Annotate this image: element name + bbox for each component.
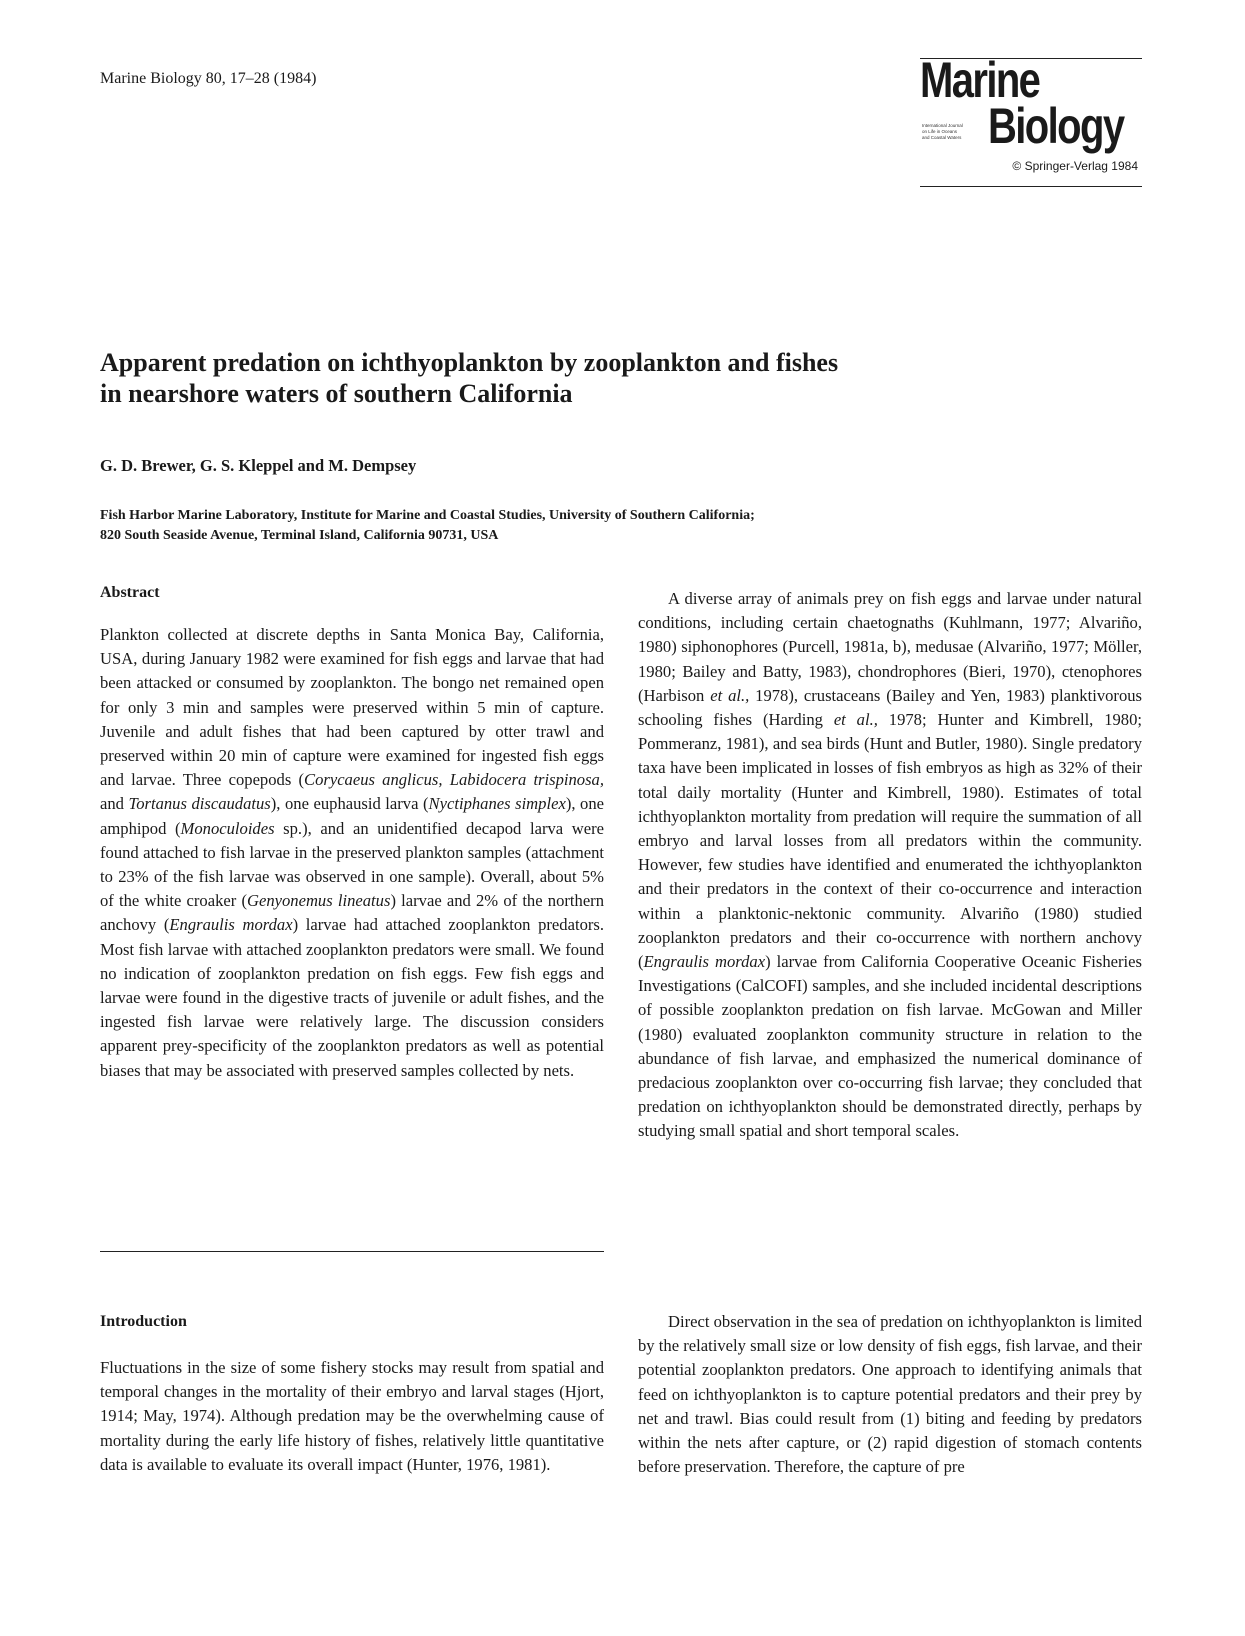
abstract-text: Plankton collected at discrete depths in Santa Monica Bay, California, USA, during January 1982 were examined for fish eggs and larvae that had been attacked or consumed by zooplankton. The bongo net remained open for only 3 min and samples were preserved within 5 min of capture. Juvenile and adult fishes that had been captured by otter trawl and preserved within 20 min of capture were examined for ingested fish eggs and larvae. Three copepods (Corycaeus anglicus, Labidocera trispinosa, and Tortanus discaudatus), one euphausid larva (Nyctiphanes simplex), one amphipod (Monoculoides sp.), and an unidentified decapod larva were found attached to fish larvae in the preserved plankton samples (attachment to 23% of the fish larvae was observed in one sample). Overall, about 5% of the white croaker (Genyonemus lineatus) larvae and 2% of the northern anchovy (Engraulis mordax) larvae had attached zooplankton predators. Most fish larvae with attached zooplankton predators were small. We found no indication of zooplankton predation on fish eggs. Few fish eggs and larvae were found in the digestive tracts of juvenile or adult fishes, and the ingested fish larvae were relatively large. The discussion considers apparent prey-specificity of the zooplankton predators as well as potential biases that may be associated with preserved samples collected by nets. [100, 625, 605, 1080]
journal-citation: Marine Biology 80, 17–28 (1984) [100, 70, 317, 87]
author-affiliation [100, 506, 1150, 546]
article-title: Apparent predation on ichthyoplankton by zooplankton and fishes in nearshore waters of southern California [100, 348, 839, 408]
introduction-paragraph: Fluctuations in the size of some fishery stocks may result from spatial and temporal changes in the mortality of their embryo and larval stages (Hjort, 1914; May, 1974). Although predation may be the overwhelming cause of mortality during the early life history of fishes, relatively little quantitative data is available to evaluate its overall impact (Hunter, 1976, 1981). [100, 1358, 604, 1474]
intro-paragraph-right-1: A diverse array of animals prey on fish eggs and larvae under natural conditions, including certain chaetognaths (Kuhlmann, 1977; Alvariño, 1980) siphonophores (Purcell, 1981a, b), medusae (Alvariño, 1977; Möller, 1980; Bailey and Batty, 1983), chondrophores (Bieri, 1970), ctenophores (Harbison et al., 1978), crustaceans (Bailey and Yen, 1983) planktivorous schooling fishes (Harding et al., 1978; Hunter and Kimbrell, 1980; Pommeranz, 1981), and sea birds (Hunt and Butler, 1980). Single predatory taxa have been implicated in losses of fish embryos as high as 32% of their total daily mortality (Hunter and Kimbrell, 1980). Estimates of total ichthyoplankton mortality from predation will require the summation of all embryo and larval losses from all predators within the community. However, few studies have identified and enumerated the ichthyoplankton and their predators in the context of their co-occurrence and interaction within a planktonic-nektonic community. Alvariño (1980) studied zooplankton predators and their co-occurrence with northern anchovy (Engraulis mordax) larvae from California Cooperative Oceanic Fisheries Investigations (CalCOFI) samples, and she included incidental descriptions of possible zooplankton predation on fish larvae. McGowan and Miller (1980) evaluated zooplankton community structure in relation to the abundance of fish larvae, and emphasized the numerical dominance of predacious zooplankton over co-occurring fish larvae; they concluded that predation on ichthyoplankton should be demonstrated directly, perhaps by studying small spatial and short temporal scales. [638, 589, 1143, 1141]
article-authors: G. D. Brewer, G. S. Kleppel and M. Dempsey [100, 456, 417, 475]
journal-logo-line1: Marine [920, 52, 1040, 108]
journal-tagline-line: on Life in Oceans [922, 129, 958, 134]
affiliation-line: 820 South Seaside Avenue, Terminal Island, California 90731, USA [100, 528, 499, 543]
journal-logo [920, 52, 1142, 187]
journal-tagline [922, 123, 982, 141]
affiliation-line: Fish Harbor Marine Laboratory, Institute for Marine and Coastal Studies, University of Southern California; [100, 508, 755, 523]
journal-tagline-line: International Journal [922, 123, 963, 128]
abstract-divider [100, 1251, 604, 1252]
journal-tagline-line: and Coastal Waters [922, 135, 962, 140]
introduction-heading: Introduction [100, 1313, 187, 1330]
intro-paragraph-right-2: Direct observation in the sea of predation on ichthyoplankton is limited by the relatively small size or low density of fish eggs, fish larvae, and their potential zooplankton predators. One approach to identifying animals that feed on ichthyoplankton is to capture potential predators and their prey by net and trawl. Bias could result from (1) biting and feeding by predators within the nets after capture, or (2) rapid digestion of stomach contents before preservation. Therefore, the capture of pre [638, 1312, 1142, 1477]
abstract-heading: Abstract [100, 584, 160, 601]
journal-logo-line2: Biology [988, 98, 1124, 154]
copyright-notice: © Springer-Verlag 1984 [1012, 159, 1138, 173]
